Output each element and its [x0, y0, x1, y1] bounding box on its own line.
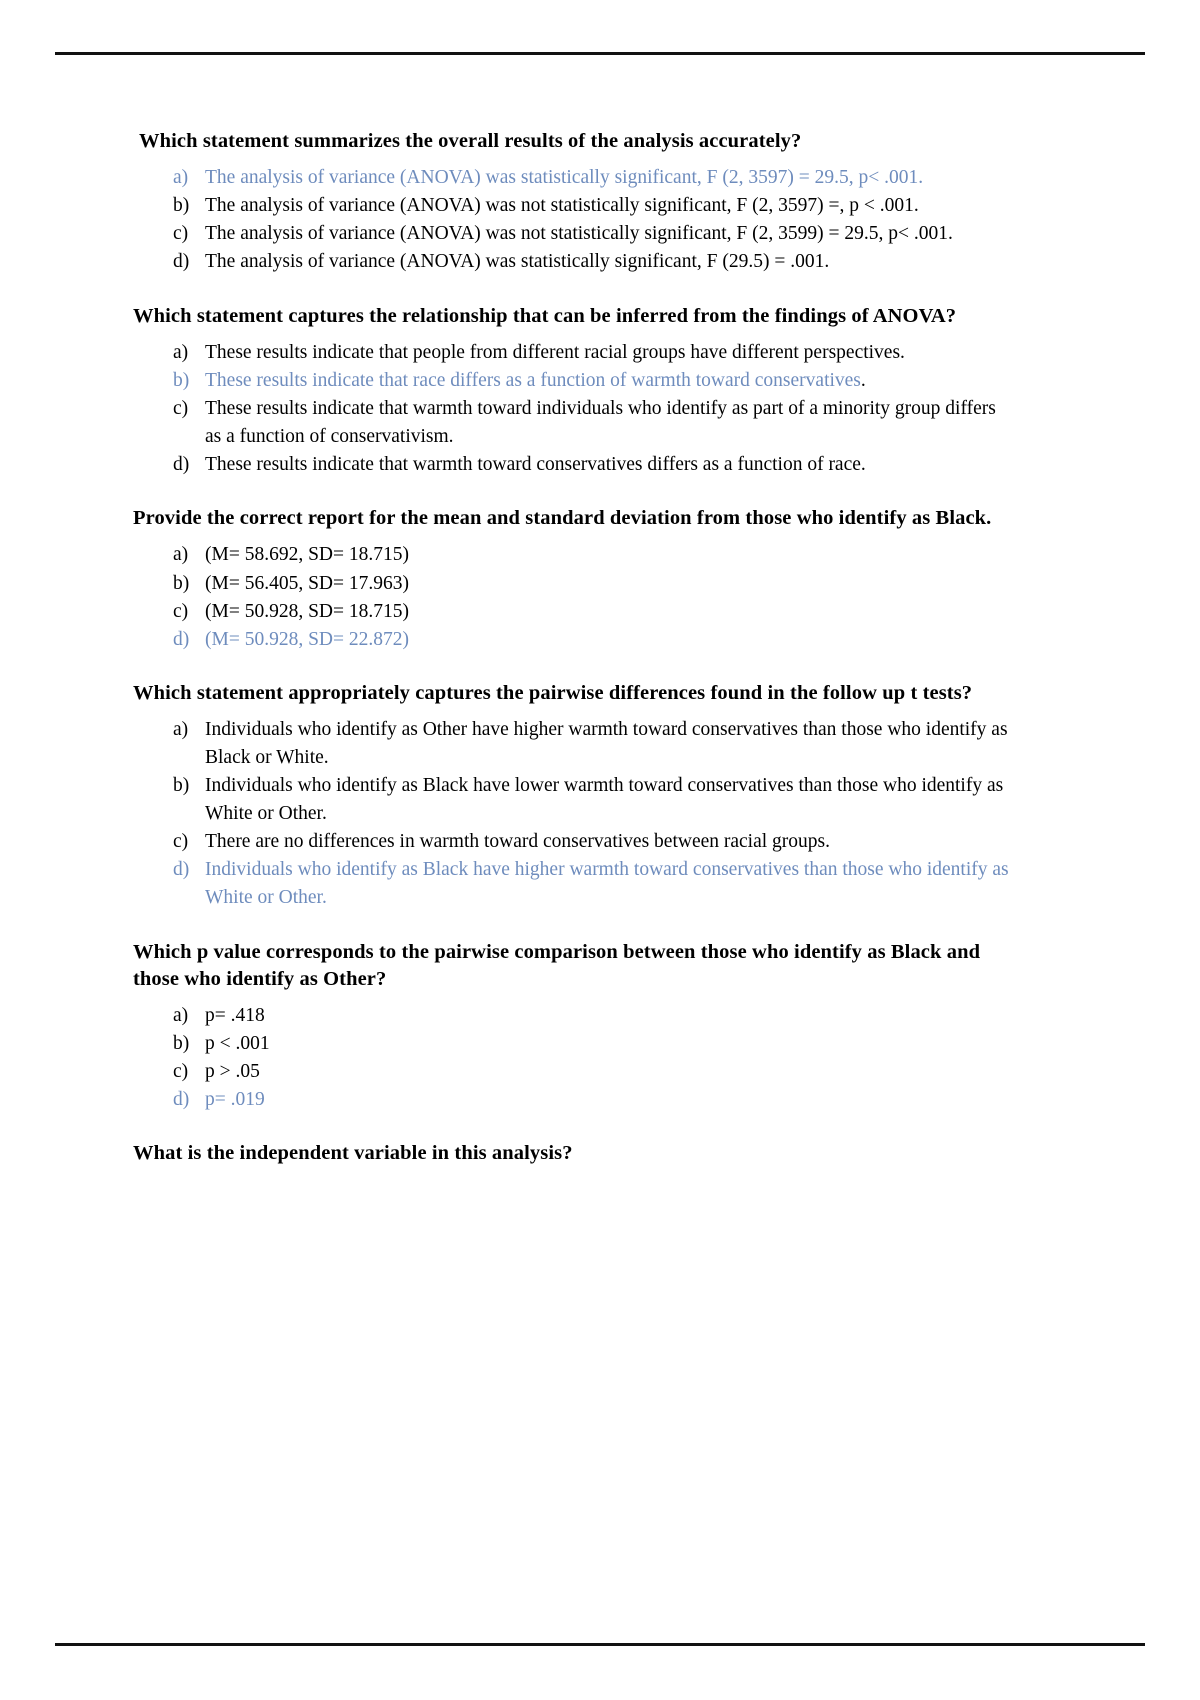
option-4a[interactable]	[173, 716, 1013, 772]
question-prompt-2: Which statement captures the relationship that can be inferred from the findings of ANOVA?	[133, 304, 957, 327]
question-block-2	[133, 303, 1013, 480]
question-prompt-4: Which statement appropriately captures the pairwise differences found in the follow up t tests?	[133, 681, 973, 704]
option-text: (M= 50.928, SD= 22.872)	[205, 628, 409, 650]
option-marker: a)	[173, 167, 189, 189]
option-marker: a)	[173, 341, 189, 363]
option-marker: c)	[173, 397, 189, 419]
question-prompt-5: Which p value corresponds to the pairwise comparison between those who identify as Black and those who identify as Other?	[133, 940, 981, 990]
question-prompt-3: Provide the correct report for the mean and standard deviation from those who identify as Black.	[133, 507, 992, 530]
question-block-3	[133, 505, 1013, 654]
options-list-3	[133, 541, 1013, 653]
option-text: (M= 58.692, SD= 18.715)	[205, 544, 409, 566]
question-block-4	[133, 680, 1013, 913]
option-marker: b)	[173, 195, 190, 217]
header-rule	[55, 52, 1145, 55]
option-text: These results indicate that warmth toward conservatives differs as a function of race.	[205, 454, 866, 476]
option-5d[interactable]	[173, 1086, 1013, 1114]
option-2c[interactable]	[173, 395, 1013, 451]
option-3a[interactable]	[173, 541, 1013, 569]
option-1b[interactable]	[173, 192, 1013, 220]
option-3c[interactable]	[173, 598, 1013, 626]
option-4b[interactable]	[173, 772, 1013, 828]
option-marker: a)	[173, 1005, 189, 1027]
options-list-2	[133, 339, 1013, 479]
option-marker: b)	[173, 572, 190, 594]
option-1c[interactable]	[173, 220, 1013, 248]
option-text: p= .019	[205, 1089, 265, 1111]
option-2a[interactable]	[173, 339, 1013, 367]
option-marker: d)	[173, 859, 190, 881]
option-marker: d)	[173, 1089, 190, 1111]
question-prompt-1: Which statement summarizes the overall results of the analysis accurately?	[139, 130, 802, 152]
option-marker: b)	[173, 1033, 190, 1055]
option-text: (M= 50.928, SD= 18.715)	[205, 600, 409, 622]
option-marker: d)	[173, 454, 190, 476]
option-1a[interactable]	[173, 164, 1013, 192]
option-2d[interactable]	[173, 451, 1013, 479]
option-2b[interactable]	[173, 367, 1013, 395]
question-prompt-6: What is the independent variable in this analysis?	[133, 1142, 573, 1165]
option-3d[interactable]	[173, 626, 1013, 654]
option-text: The analysis of variance (ANOVA) was statistically significant, F (29.5) = .001.	[205, 251, 830, 273]
option-5c[interactable]	[173, 1058, 1013, 1086]
option-marker: c)	[173, 1061, 189, 1083]
option-marker: c)	[173, 831, 189, 853]
option-text: Individuals who identify as Other have higher warmth toward conservatives than those who identify as Black or White.	[205, 719, 1008, 769]
option-marker: b)	[173, 369, 190, 391]
footer-rule	[55, 1643, 1145, 1646]
question-block-5	[133, 939, 1013, 1115]
option-text	[205, 367, 1013, 395]
option-marker: c)	[173, 600, 189, 622]
option-text: These results indicate that people from different racial groups have different perspectives.	[205, 341, 905, 363]
option-text: There are no differences in warmth toward conservatives between racial groups.	[205, 831, 830, 853]
options-list-1	[133, 164, 1013, 276]
option-1d[interactable]	[173, 248, 1013, 276]
option-text: The analysis of variance (ANOVA) was statistically significant, F (2, 3597) = 29.5, p< .001.	[205, 167, 924, 189]
option-text: The analysis of variance (ANOVA) was not statistically significant, F (2, 3597) =, p < .001.	[205, 195, 919, 217]
option-5a[interactable]	[173, 1002, 1013, 1030]
option-text: The analysis of variance (ANOVA) was not statistically significant, F (2, 3599) = 29.5, p< .001.	[205, 223, 953, 245]
options-list-4	[133, 716, 1013, 913]
document-body	[133, 128, 1013, 1168]
question-block-6	[133, 1140, 1013, 1167]
option-text: (M= 56.405, SD= 17.963)	[205, 572, 409, 594]
option-marker: a)	[173, 719, 189, 741]
option-text: p= .418	[205, 1005, 265, 1027]
option-text: p < .001	[205, 1033, 270, 1055]
question-block-1	[133, 128, 1013, 277]
options-list-5	[133, 1002, 1013, 1114]
option-5b[interactable]	[173, 1030, 1013, 1058]
option-marker: b)	[173, 775, 190, 797]
option-text: Individuals who identify as Black have lower warmth toward conservatives than those who identify as White or Other.	[205, 775, 1004, 825]
option-marker: d)	[173, 251, 190, 273]
option-3b[interactable]	[173, 570, 1013, 598]
option-text: p > .05	[205, 1061, 260, 1083]
option-text: These results indicate that warmth toward individuals who identify as part of a minority group differs as a function of conservativism.	[205, 397, 996, 448]
option-marker: a)	[173, 544, 189, 566]
option-text-trailing: .	[860, 369, 866, 391]
option-4c[interactable]	[173, 828, 1013, 856]
option-marker: c)	[173, 223, 189, 245]
option-text-main: These results indicate that race differs as a function of warmth toward conservatives	[205, 369, 861, 391]
option-4d[interactable]	[173, 856, 1013, 912]
option-marker: d)	[173, 628, 190, 650]
option-text: Individuals who identify as Black have higher warmth toward conservatives than those who identify as White or Other.	[205, 859, 1009, 909]
